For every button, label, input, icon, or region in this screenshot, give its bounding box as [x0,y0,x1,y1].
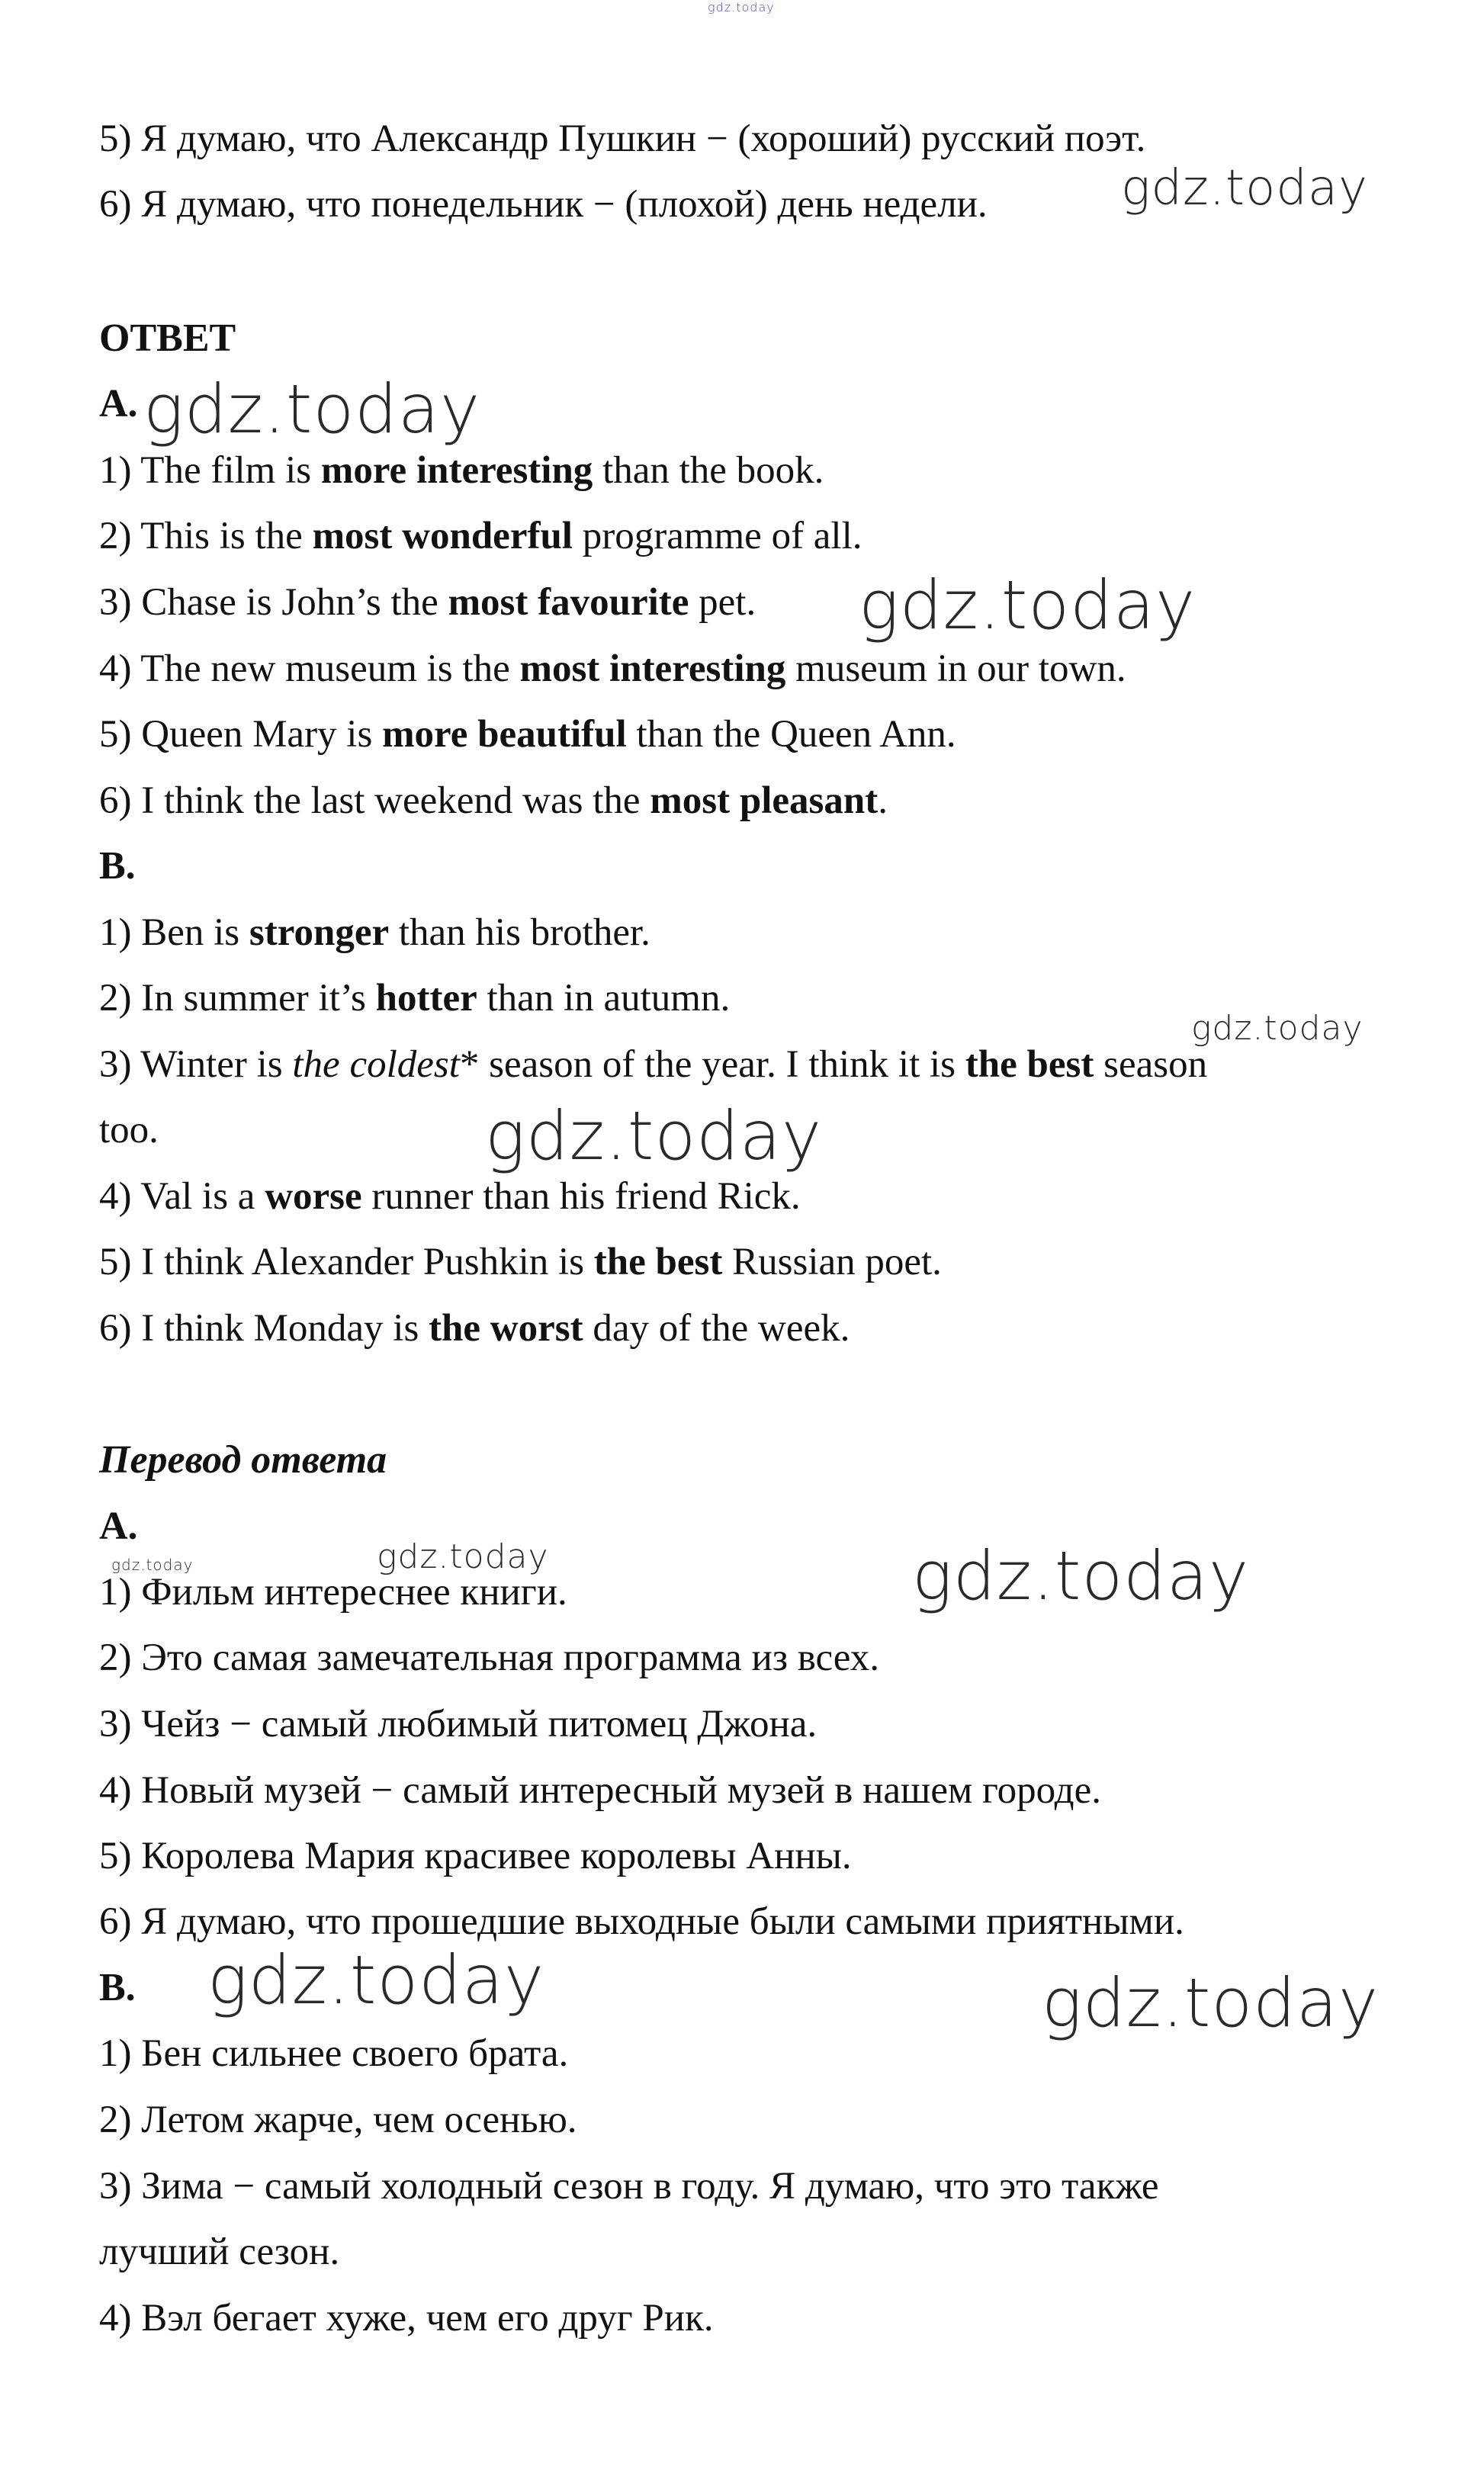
answer-part-a-label: A. [99,382,138,426]
task-line-5: 5) Я думаю, что Александр Пушкин − (хороший) русский поэт. [99,117,1146,160]
answer-a-item-6: 6) I think the last weekend was the most pleasant. [99,779,888,822]
answer-b-item-3: 3) Winter is the coldest* season of the year. I think it is the best season [99,1043,1208,1086]
site-label: gdz.today [708,0,775,14]
answer-heading: ОТВЕТ [99,316,236,360]
translation-b-item-4: 4) Вэл бегает хуже, чем его друг Рик. [99,2297,714,2340]
answer-a-item-2: 2) This is the most wonderful programme of all. [99,515,862,557]
watermark: gdz.today [111,1556,194,1574]
watermark: gdz.today [485,1097,823,1175]
answer-part-b-label: B. [99,844,136,888]
answer-a-item-5: 5) Queen Mary is more beautiful than the Queen Ann. [99,713,956,756]
watermark: gdz.today [1121,160,1368,217]
answer-b-item-5: 5) I think Alexander Pushkin is the best Russian poet. [99,1241,942,1283]
watermark: gdz.today [859,566,1197,644]
translation-b-item-3-continued: лучший сезон. [99,2231,340,2273]
watermark: gdz.today [1042,1964,1380,2042]
translation-a-item-1: 1) Фильм интереснее книги. [99,1571,567,1614]
watermark: gdz.today [377,1537,549,1576]
watermark: gdz.today [143,370,481,448]
translation-a-item-4: 4) Новый музей − самый интересный музей в нашем городе. [99,1769,1101,1812]
watermark: gdz.today [912,1537,1250,1615]
answer-a-item-3: 3) Chase is John’s the most favourite pet. [99,581,756,624]
translation-a-item-5: 5) Королева Мария красивее королевы Анны. [99,1835,852,1877]
translation-b-item-3: 3) Зима − самый холодный сезон в году. Я думаю, что это также [99,2165,1159,2208]
answer-b-item-4: 4) Val is a worse runner than his friend Rick. [99,1175,801,1218]
answer-b-item-1: 1) Ben is stronger than his brother. [99,911,650,954]
translation-b-item-1: 1) Бен сильнее своего брата. [99,2032,569,2075]
translation-part-b-label: B. [99,1966,136,2009]
task-line-6: 6) Я думаю, что понедельник − (плохой) день недели. [99,183,988,226]
answer-b-item-2: 2) In summer it’s hotter than in autumn. [99,977,731,1020]
answer-a-item-4: 4) The new museum is the most interesting museum in our town. [99,647,1126,690]
watermark: gdz.today [1191,1009,1364,1048]
translation-b-item-2: 2) Летом жарче, чем осенью. [99,2099,577,2141]
translation-a-item-3: 3) Чейз − самый любимый питомец Джона. [99,1703,817,1746]
watermark: gdz.today [207,1941,545,2019]
translation-heading: Перевод ответа [99,1438,387,1482]
answer-a-item-1: 1) The film is more interesting than the book. [99,449,824,492]
translation-a-item-2: 2) Это самая замечательная программа из всех. [99,1636,879,1679]
translation-part-a-label: A. [99,1505,138,1548]
translation-a-item-6: 6) Я думаю, что прошедшие выходные были самыми приятными. [99,1900,1184,1943]
answer-b-item-3-continued: too. [99,1109,159,1151]
answer-b-item-6: 6) I think Monday is the worst day of the week. [99,1307,850,1350]
